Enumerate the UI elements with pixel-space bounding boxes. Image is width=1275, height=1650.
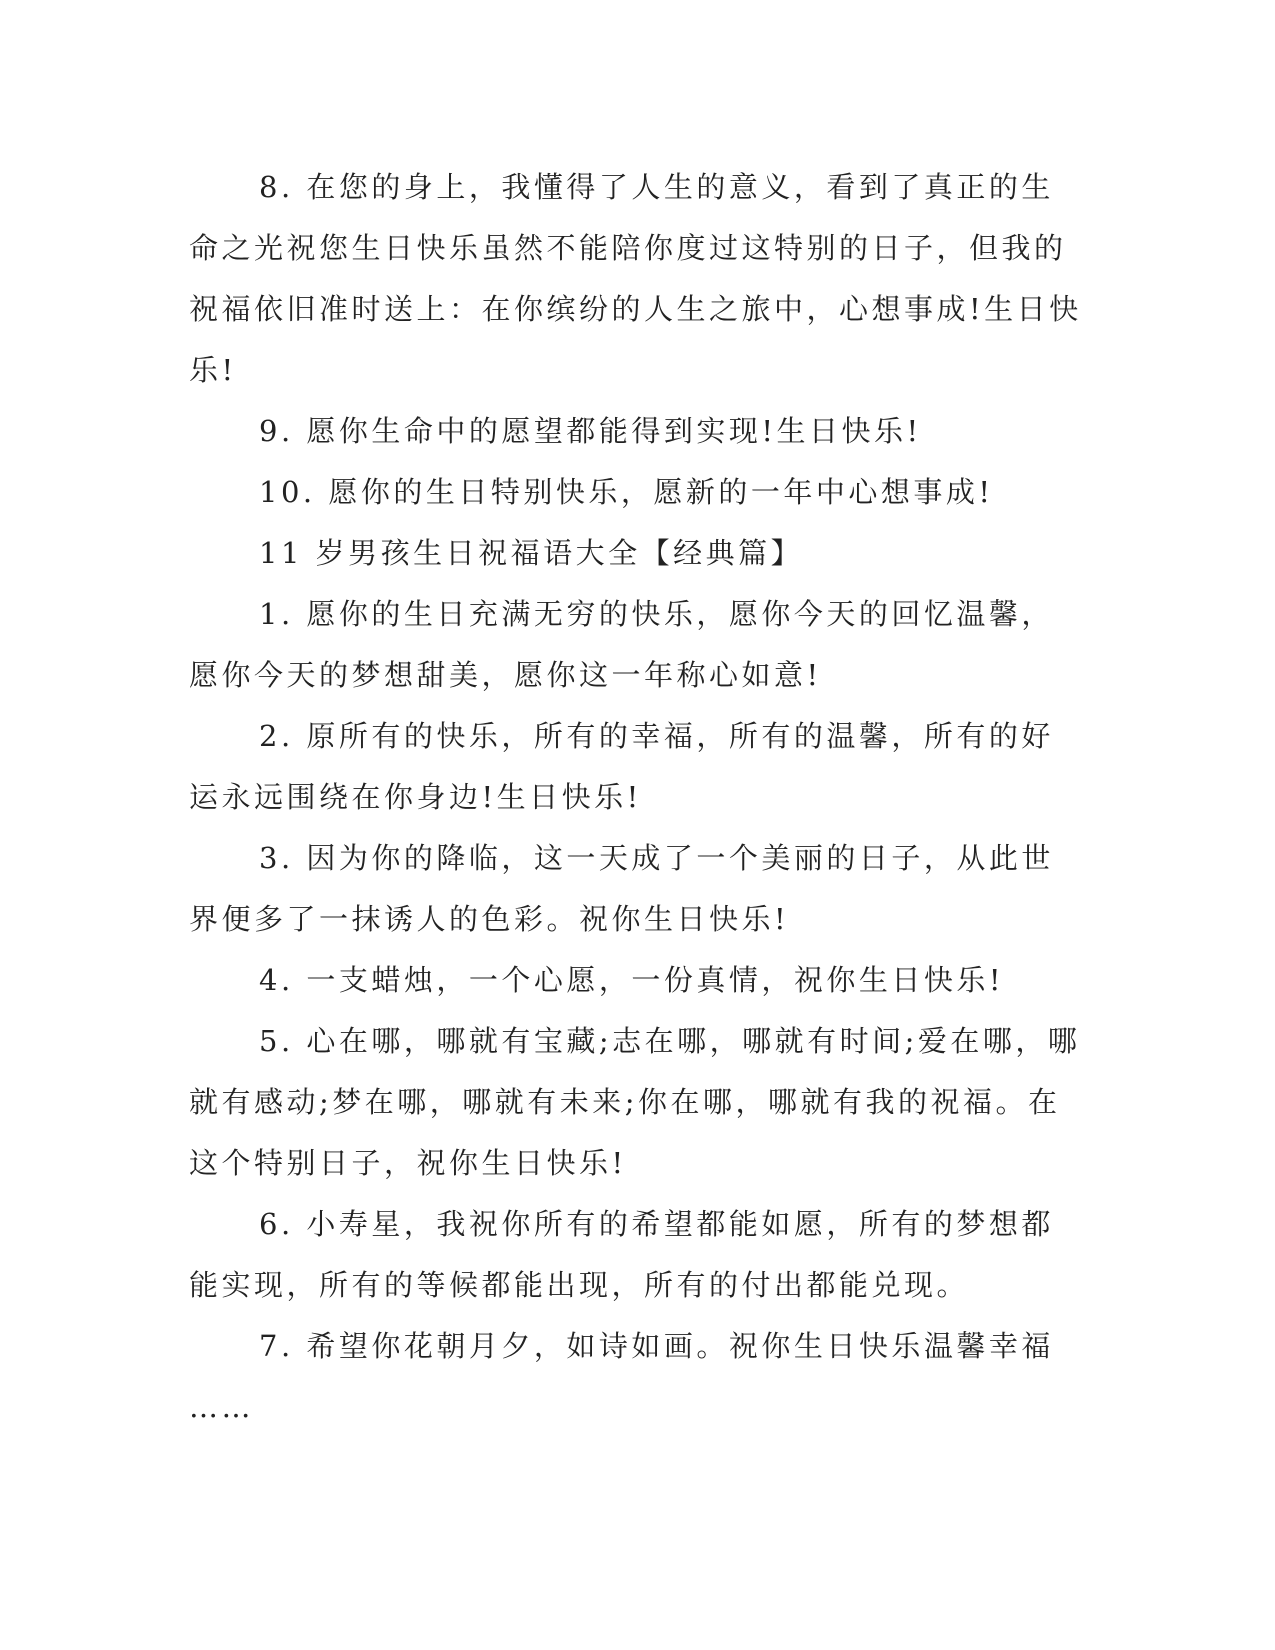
paragraph-classic-7: 7. 希望你花朝月夕，如诗如画。祝你生日快乐温馨幸福 <box>259 1329 1054 1363</box>
document-body <box>189 157 1084 1438</box>
section-heading-classic: 11 岁男孩生日祝福语大全【经典篇】 <box>259 536 804 570</box>
paragraph-classic-3: 3. 因为你的降临，这一天成了一个美丽的日子，从此世界便多了一抹诱人的色彩。祝你生日快乐! <box>189 841 1054 936</box>
paragraph-classic-4: 4. 一支蜡烛，一个心愿，一份真情，祝你生日快乐! <box>259 963 1005 997</box>
paragraph-classic-2: 2. 原所有的快乐，所有的幸福，所有的温馨，所有的好运永远围绕在你身边!生日快乐! <box>189 719 1054 814</box>
paragraph-wish-10: 10. 愿你的生日特别快乐，愿新的一年中心想事成! <box>259 475 994 509</box>
paragraph-classic-6: 6. 小寿星，我祝你所有的希望都能如愿，所有的梦想都能实现，所有的等候都能出现，所有的付出都能兑现。 <box>189 1207 1054 1302</box>
paragraph-wish-9: 9. 愿你生命中的愿望都能得到实现!生日快乐! <box>259 414 922 448</box>
paragraph-classic-1: 1. 愿你的生日充满无穷的快乐，愿你今天的回忆温馨，愿你今天的梦想甜美，愿你这一年称心如意! <box>189 597 1054 692</box>
paragraph-wish-8: 8. 在您的身上，我懂得了人生的意义，看到了真正的生命之光祝您生日快乐虽然不能陪你度过这特别的日子，但我的祝福依旧准时送上：在你缤纷的人生之旅中，心想事成!生日快乐! <box>189 170 1082 387</box>
paragraph-classic-5: 5. 心在哪，哪就有宝藏;志在哪，哪就有时间;爱在哪，哪就有感动;梦在哪，哪就有未来;你在哪，哪就有我的祝福。在这个特别日子，祝你生日快乐! <box>189 1024 1081 1180</box>
continuation-ellipsis: …… <box>189 1390 254 1424</box>
